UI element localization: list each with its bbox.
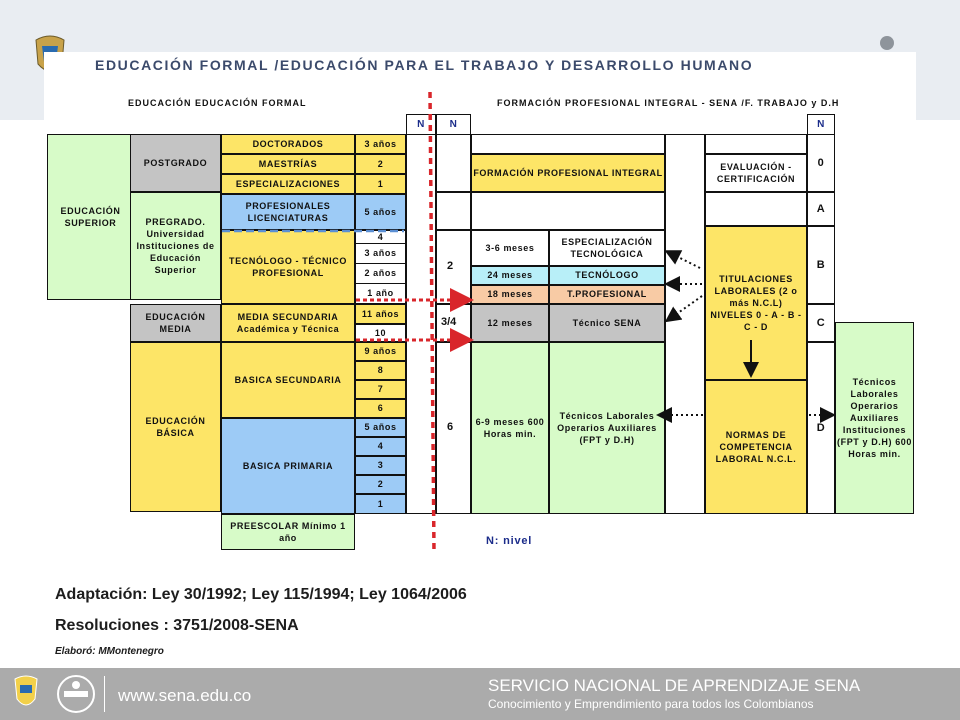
meses-6-9: 6-9 meses 600 Horas min. [471,342,549,514]
footer-url-link[interactable]: www.sena.edu.co [118,686,252,705]
maestrias: MAESTRÍAS [221,154,355,174]
years-cell: 6 [355,399,406,418]
doctorados: DOCTORADOS [221,134,355,154]
years-cell: 8 [355,361,406,380]
educacion-basica: EDUCACIÓN BÁSICA [130,342,221,512]
meses-12: 12 meses [471,304,549,342]
ncl-level-c: C [807,304,835,342]
years-cell: 4 [355,230,406,244]
elaboro-credit: Elaboró: MMontenegro [55,646,164,657]
header-sena: FORMACIÓN PROFESIONAL INTEGRAL - SENA /F. TRABAJO y D.H [497,98,840,108]
years-cell: 1 [355,174,406,194]
years-cell: 1 año [355,284,406,304]
years-cell: 2 años [355,264,406,284]
ncl-level-a: A [807,192,835,226]
adaptacion-legend: Adaptación: Ley 30/1992; Ley 115/1994; Ley 1064/2006 [55,586,467,603]
years-cell: 10 [355,324,406,342]
ncl-level-0: 0 [807,134,835,192]
years-cell: 2 [355,154,406,174]
tecnicos-instituciones: Técnicos Laborales Operarios Auxiliares Instituciones (FPT y D.H) 600 Horas min. [835,322,914,514]
educacion-media: EDUCACIÓN MEDIA [130,304,221,342]
years-cell: 5 años [355,418,406,437]
page-title: EDUCACIÓN FORMAL /EDUCACIÓN PARA EL TRABAJO Y DESARROLLO HUMANO [95,57,754,73]
tecnologo-tecnico: TECNÓLOGO - TÉCNICO PROFESIONAL [221,230,355,304]
tecnico-sena: Técnico SENA [549,304,665,342]
evaluacion-certificacion: EVALUACIÓN - CERTIFICACIÓN [705,154,807,192]
meses-3-6: 3-6 meses [471,230,549,266]
meses-18: 18 meses [471,285,549,304]
especializaciones: ESPECIALIZACIONES [221,174,355,194]
n-header-1: N [406,114,436,135]
tecnico-profesional-sena: T.PROFESIONAL [549,285,665,304]
basica-primaria: BASICA PRIMARIA [221,418,355,514]
resoluciones-legend: Resoluciones : 3751/2008-SENA [55,617,299,634]
basica-secundaria: BASICA SECUNDARIA [221,342,355,418]
profesionales-licenciaturas: PROFESIONALES LICENCIATURAS [221,194,355,230]
footer-title: SERVICIO NACIONAL DE APRENDIZAJE SENA [488,676,861,695]
meses-24: 24 meses [471,266,549,285]
tecnologo-sena: TECNÓLOGO [549,266,665,285]
ncl-level-d: D [807,342,835,514]
titulaciones-laborales: TITULACIONES LABORALES (2 o más N.C.L) NIVELES 0 - A - B - C - D [705,226,807,380]
postgrado: POSTGRADO [130,134,221,192]
formacion-profesional-integral: FORMACIÓN PROFESIONAL INTEGRAL [471,154,665,192]
years-cell: 4 [355,437,406,456]
media-secundaria: MEDIA SECUNDARIA Académica y Técnica [221,304,355,342]
colombia-shield-icon [12,675,40,711]
years-cell: 2 [355,475,406,494]
years-cell: 3 años [355,244,406,264]
ncl-level-b: B [807,226,835,304]
years-cell: 7 [355,380,406,399]
n-header-2: N [436,114,471,135]
level-6: 6 [447,421,454,433]
footer-divider [104,676,105,712]
sena-logo-icon[interactable] [56,674,96,714]
pregrado: PREGRADO. Universidad Instituciones de Educación Superior [130,192,221,300]
years-cell: 3 años [355,134,406,154]
years-cell: 9 años [355,342,406,361]
nivel-legend: N: nivel [486,535,533,547]
n-header-3: N [807,114,835,135]
years-cell: 11 años [355,304,406,324]
educacion-superior: EDUCACIÓN SUPERIOR [47,134,134,300]
tecnicos-laborales-sena: Técnicos Laborales Operarios Auxiliares (FPT y D.H) [549,342,665,514]
years-cell: 1 [355,494,406,514]
level-3-4: 3/4 [441,316,457,328]
footer-subtitle: Conocimiento y Emprendimiento para todos los Colombianos [488,697,814,711]
especializacion-tecnologica: ESPECIALIZACIÓN TECNOLÓGICA [549,230,665,266]
level-2: 2 [447,260,454,272]
years-cell: 5 años [355,194,406,230]
preescolar: PREESCOLAR Mínimo 1 año [221,514,355,550]
normas-competencia-laboral: NORMAS DE COMPETENCIA LABORAL N.C.L. [705,380,807,514]
header-formal: EDUCACIÓN EDUCACIÓN FORMAL [128,98,307,108]
years-cell: 3 [355,456,406,475]
